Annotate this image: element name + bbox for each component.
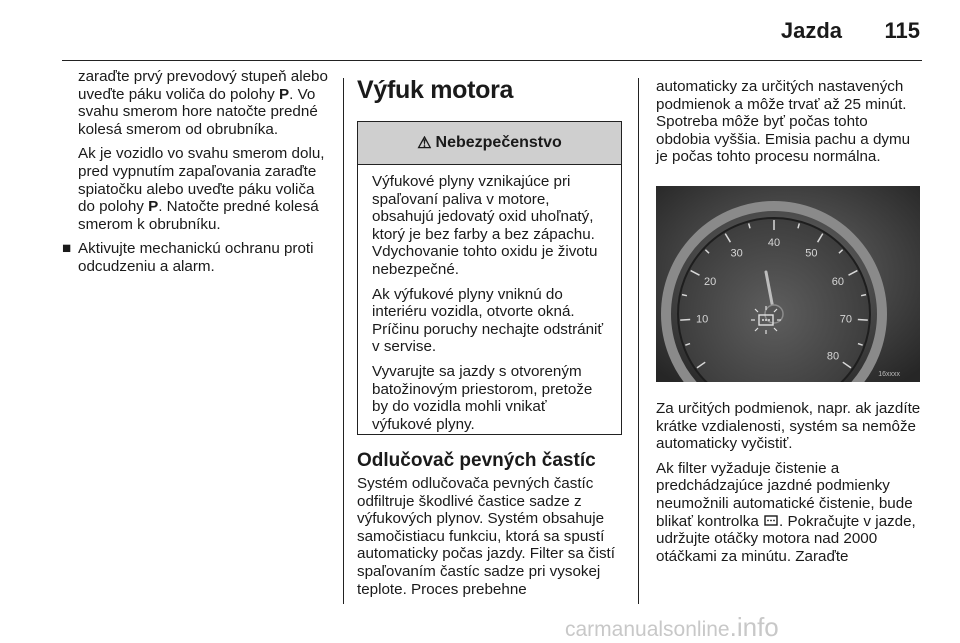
gauge-tick bbox=[682, 295, 687, 296]
paragraph-conditions: Za určitých podmienok, napr. ak jazdíte krátke vzdialenosti, systém sa nemôže automaticky vyčistiť. bbox=[656, 400, 921, 453]
column-1 bbox=[62, 68, 330, 283]
image-code: 16xxxx bbox=[878, 371, 900, 378]
gauge-tick-label: 60 bbox=[831, 275, 844, 288]
warning-header bbox=[358, 122, 621, 165]
gauge-tick bbox=[858, 319, 868, 320]
column-3-lower bbox=[656, 400, 922, 572]
subsection-paragraph: Systém odlučovača pevných častíc odfiltruje škodlivé častice sadze z výfukových plynov. Systém obsahuje samočistiacu funkciu, ktorá sa spustí automaticky počas jazdy. Filter sa čistí spaľovaním častíc sadze pri vysokej teplote. Proces prebehne bbox=[357, 475, 615, 598]
gauge-tick-label: 20 bbox=[704, 275, 717, 288]
gauge-illustration bbox=[656, 186, 920, 382]
bullet-icon: ■ bbox=[62, 240, 72, 258]
gauge-tick-label: 10 bbox=[696, 313, 709, 326]
gauge-tick-label: 50 bbox=[805, 247, 818, 260]
gauge-tick bbox=[680, 319, 690, 320]
warning-title: Nebezpečenstvo bbox=[435, 134, 562, 151]
watermark: carmanualsonline.info bbox=[565, 612, 779, 642]
warning-paragraph: Ak výfukové plyny vniknú do interiéru vozidla, otvorte okná. Príčinu poruchy nechajte odstrániť v servise. bbox=[372, 285, 604, 356]
paragraph-downhill: Ak je vozidlo vo svahu smerom dolu, pred vypnutím zapaľovania zaraďte spiatočku alebo uveďte páku voliča do polohy P. Natočte predné kolesá smerom k obrubníku. bbox=[78, 145, 325, 233]
page-number: 115 bbox=[884, 18, 920, 43]
section-title: Výfuk motora bbox=[357, 76, 514, 104]
chapter-title: Jazda bbox=[780, 18, 842, 43]
column-divider-left bbox=[343, 78, 344, 604]
warning-box bbox=[357, 121, 622, 435]
gauge-tick-label: 40 bbox=[767, 237, 781, 249]
gauge-tick-label: 70 bbox=[839, 313, 852, 326]
page-header bbox=[0, 0, 960, 60]
diesel-particle-filter-icon bbox=[763, 514, 779, 527]
warning-triangle-icon: ⚠ bbox=[417, 135, 432, 152]
paragraph-regeneration: automaticky za určitých nastavených podmienok a môže trvať až 25 minút. Spotreba môže byť počas tohto obdobia vyššia. Emisia pachu a dymu je počas tohto procesu normálna. bbox=[656, 78, 911, 166]
subsection bbox=[357, 450, 627, 598]
paragraph-warning-light: Ak filter vyžaduje čistenie a predchádzajúce jazdné podmienky neumožnili automatické čistenie, bude blikať kontrolka . Pokračujte v jazde, udržujte otáčky motora nad 2000 otáčkami za minútu. Zaraďte bbox=[656, 459, 916, 565]
column-divider-right bbox=[638, 78, 639, 604]
warning-paragraph: Výfukové plyny vznikajúce pri spaľovaní paliva v motore, obsahujú jedovatý oxid uhoľnatý, ktorý je bez farby a bez zápachu. Vdychovanie tohto oxidu je životu nebezpečné. bbox=[372, 173, 598, 278]
subsection-title: Odlučovač pevných častíc bbox=[357, 450, 596, 471]
list-item: ■ Aktivujte mechanickú ochranu proti odcudzeniu a alarm. bbox=[62, 240, 314, 275]
speedometer-image bbox=[656, 186, 920, 382]
warning-body bbox=[358, 165, 621, 433]
column-2 bbox=[357, 76, 622, 104]
gauge-tick-label: 30 bbox=[730, 247, 743, 260]
warning-paragraph: Vyvarujte sa jazdy s otvoreným batožinovým priestorom, pretože by do vozidla mohli vnikať výfukové plyny. bbox=[372, 362, 593, 433]
paragraph-uphill: zaraďte prvý prevodový stupeň alebo uveďte páku voliča do polohy P. Vo svahu smerom hore natočte predné kolesá smerom od obrubníka. bbox=[78, 68, 328, 138]
header-rule bbox=[62, 60, 922, 61]
gauge-tick-label: 80 bbox=[826, 350, 840, 363]
gauge-tick bbox=[861, 295, 866, 296]
column-3 bbox=[656, 78, 922, 173]
